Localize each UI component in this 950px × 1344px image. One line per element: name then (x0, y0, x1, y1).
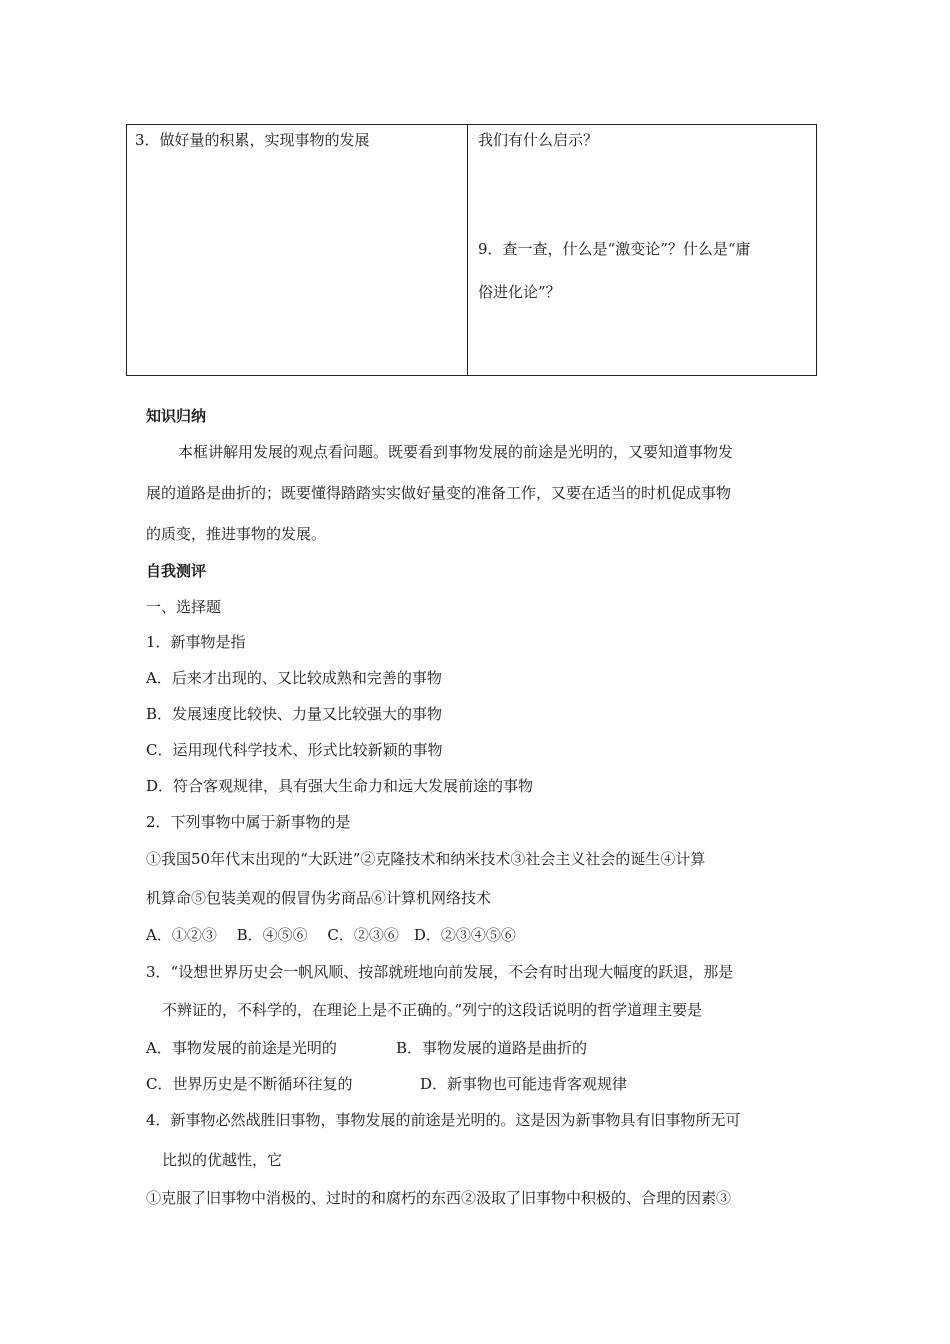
q3-option-a: A．事物发展的前途是光明的 (146, 1039, 337, 1057)
q1-option-b: B．发展速度比较快、力量又比较强大的事物 (146, 705, 443, 723)
left-cell-text: 3．做好量的积累，实现事物的发展 (135, 131, 370, 149)
q2-items-line-2: 机算命⑤包装美观的假冒伪劣商品⑥计算机网络技术 (146, 889, 492, 907)
summary-heading: 知识归纳 (146, 407, 207, 425)
q3-option-c: C．世界历史是不断循环往复的 (146, 1075, 353, 1093)
summary-line-2: 展的道路是曲折的；既要懂得踏踏实实做好量变的准备工作，又要在适当的时机促成事物 (146, 484, 732, 502)
q1-stem: 1．新事物是指 (146, 633, 246, 651)
section-title: 一、选择题 (146, 598, 222, 616)
activity-table (126, 124, 817, 376)
q3-stem-line-2: 不辨证的，不科学的，在理论上是不正确的。”列宁的这段话说明的哲学道理主要是 (162, 1001, 703, 1019)
summary-line-3: 的质变，推进事物的发展。 (146, 525, 327, 543)
summary-line-1: 本框讲解用发展的观点看问题。既要看到事物发展的前途是光明的，又要知道事物发 (178, 443, 734, 461)
q1-option-c: C．运用现代科学技术、形式比较新颖的事物 (146, 741, 443, 759)
q2-items-line-1: ①我国50年代末出现的“大跃进”②克隆技术和纳米技术③社会主义社会的诞生④计算 (146, 850, 706, 868)
q4-stem-line-2: 比拟的优越性，它 (162, 1151, 283, 1169)
table-right-cell (468, 125, 817, 376)
q2-options: A．①②③ B．④⑤⑥ C．②③⑥ D．②③④⑤⑥ (146, 926, 516, 944)
q4-stem-line-1: 4．新事物必然战胜旧事物，事物发展的前途是光明的。这是因为新事物具有旧事物所无可 (146, 1111, 741, 1129)
q4-items-line-1: ①克服了旧事物中消极的、过时的和腐朽的东西②汲取了旧事物中积极的、合理的因素③ (146, 1189, 732, 1207)
q1-option-d: D．符合客观规律，具有强大生命力和远大发展前途的事物 (146, 777, 534, 795)
right-cell-line-3: 俗进化论”？ (478, 283, 561, 301)
q3-option-d: D．新事物也可能违背客观规律 (420, 1075, 628, 1093)
table-left-cell (127, 125, 468, 376)
q1-option-a: A．后来才出现的、又比较成熟和完善的事物 (146, 669, 442, 687)
right-cell-line-1: 我们有什么启示？ (478, 131, 599, 149)
self-test-heading: 自我测评 (146, 562, 207, 580)
q2-stem: 2．下列事物中属于新事物的是 (146, 813, 351, 831)
q3-stem-line-1: 3．“设想世界历史会一帆风顺、按部就班地向前发展，不会有时出现大幅度的跃退，那是 (146, 963, 734, 981)
right-cell-line-2: 9．查一查，什么是“激变论”？什么是“庸 (478, 240, 751, 258)
q3-option-b: B．事物发展的道路是曲折的 (396, 1039, 588, 1057)
